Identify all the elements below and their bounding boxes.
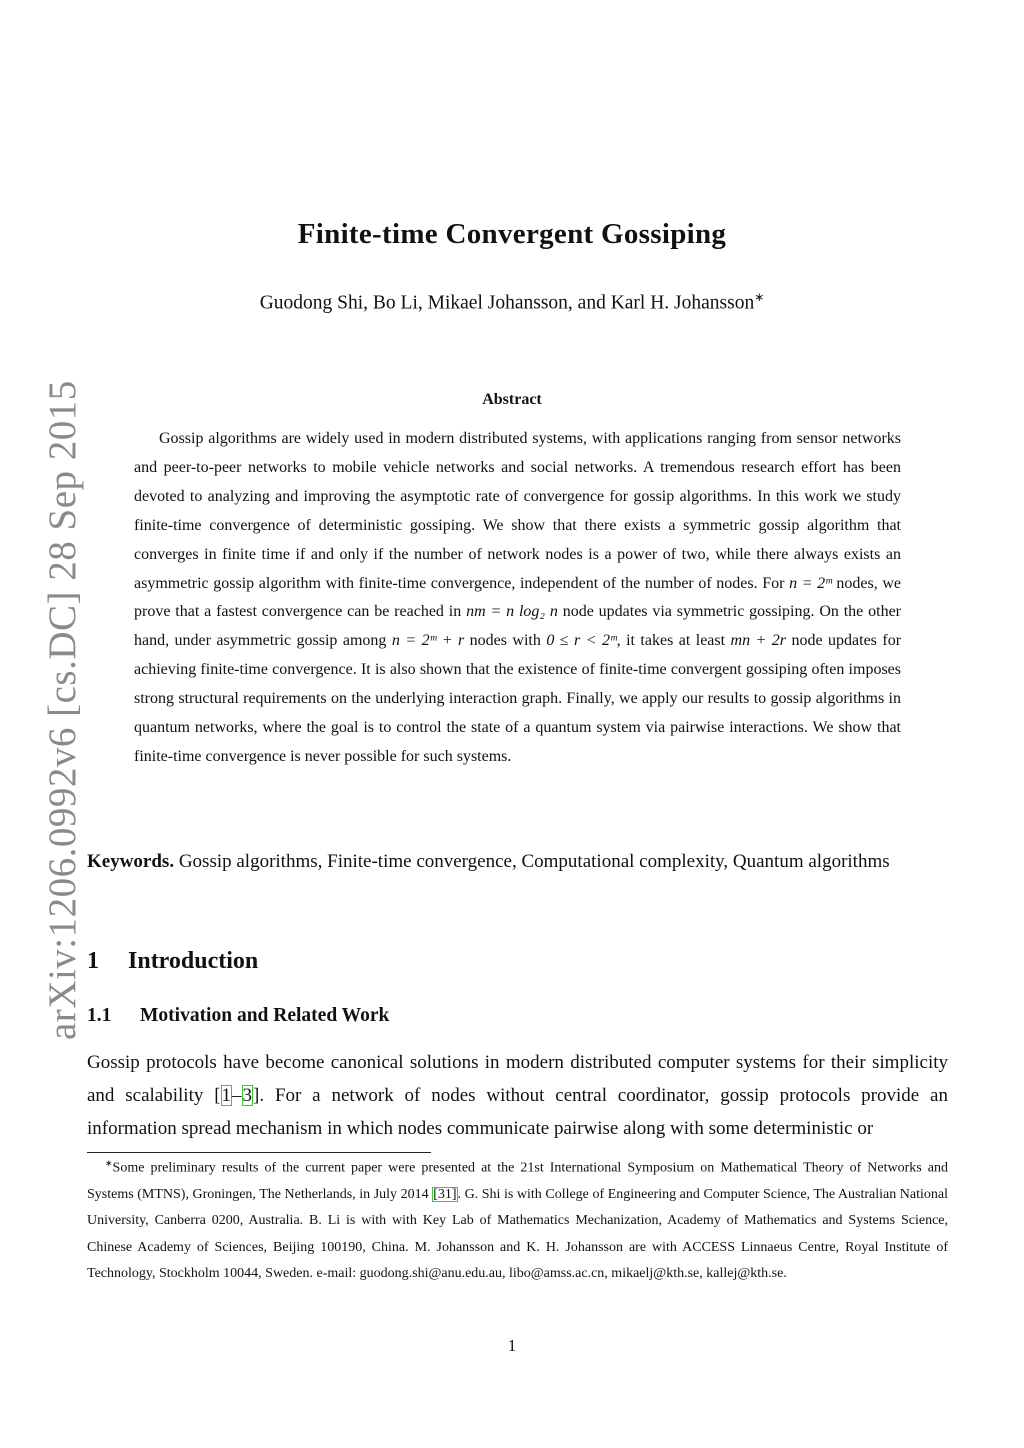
paper-title: Finite-time Convergent Gossiping [297, 218, 727, 250]
abstract-text [134, 425, 901, 772]
subsection-number: 1.1 [87, 1005, 112, 1026]
subsection-title: Motivation and Related Work [140, 1005, 390, 1026]
footnote-mark: ∗ [105, 1158, 113, 1168]
keywords-paragraph [87, 846, 948, 878]
abstract-math: n = 2ᵐ [789, 574, 832, 592]
introduction-paragraph [87, 1046, 948, 1145]
abstract-math: n = 2ᵐ + r [391, 632, 465, 650]
citation-bracket: [ [214, 1085, 221, 1106]
section-heading [87, 948, 258, 975]
keywords-text: Gossip algorithms, Finite-time convergence, Computational complexity, Quantum algorithms [174, 851, 890, 872]
page-number: 1 [507, 1336, 517, 1355]
abstract-text-part: node updates via symmetric gossiping. On the other hand, under asymmetric gossip among [134, 603, 902, 650]
intro-text-part: Gossip protocols have become canonical solutions in modern distributed computer systems for their simplicity and scalability [87, 1052, 948, 1106]
abstract-math: 0 ≤ r < 2ᵐ [546, 632, 617, 650]
intro-text-part: . For a network of nodes without central coordinator, gossip protocols provide an information spread mechanism in which nodes communicate pairwise along with some deterministic or [87, 1085, 948, 1139]
abstract-text-part: nodes, we prove that a fastest convergence can be reached in [134, 574, 902, 621]
section-number: 1 [87, 948, 99, 974]
footnote-text-part: . G. Shi is with College of Engineering and Computer Science, The Australian National University, Canberra 0200, Australia. B. Li is with with Key Lab of Mathematics Mechanization, Academy of Mathematics and Systems Science, Chinese Academy of Sciences, Beijing 100190, China. M. Johansson and K. H. Johansson are with ACCESS Linnaeus Centre, Royal Institute of Technology, Stockholm 10044, Sweden. e-mail: guodong.shi@anu.edu.au, libo@amss.ac.cn, mikaelj@kth.se, kallej@kth.se. [87, 1186, 949, 1281]
footnote [87, 1150, 948, 1287]
footnote-text-part: Some preliminary results of the current paper were presented at the 21st International Symposium on Mathematical Theory of Networks and Systems (MTNS), Groningen, The Netherlands, in July 2014 [87, 1160, 948, 1202]
author-list [0, 290, 1024, 315]
subsection-heading [87, 1005, 389, 1027]
abstract-math: mn + 2r [730, 632, 787, 650]
citation-link[interactable]: 1 [221, 1085, 232, 1106]
abstract-text-part: Gossip algorithms are widely used in modern distributed systems, with applications ranging from sensor networks and peer-to-peer networks to mobile vehicle networks and social networks. A tremendous research effort has been devoted to analyzing and improving the asymptotic rate of convergence for gossip algorithms. In this work we study finite-time convergence of deterministic gossiping. We show that there exists a symmetric gossip algorithm that converges in finite time if and only if the number of network nodes is a power of two, while there always exists an asymmetric gossip algorithm with finite-time convergence, independent of the number of nodes. For [134, 430, 901, 592]
citation-link[interactable]: 3 [242, 1085, 253, 1106]
citation-bracket: ] [253, 1085, 260, 1106]
author-names: Guodong Shi, Bo Li, Mikael Johansson, and Karl H. Johansson [259, 292, 755, 314]
citation-link[interactable]: [31] [433, 1186, 457, 1202]
abstract-text-part: node updates for achieving finite-time convergence. It is also shown that the existence of finite-time convergent gossiping often imposes strong structural requirements on the underlying interaction graph. Finally, we apply our results to gossip algorithms in quantum networks, where the goal is to control the state of a quantum system via pairwise interactions. We show that finite-time convergence is never possible for such systems. [134, 632, 902, 765]
arxiv-identifier-stamp: arXiv:1206.0992v6 [cs.DC] 28 Sep 2015 [41, 380, 84, 1040]
abstract-text-part: , it takes at least [616, 632, 731, 650]
author-footnote-mark: ∗ [754, 290, 765, 304]
abstract-heading: Abstract [482, 391, 542, 408]
citation-dash: – [232, 1085, 242, 1106]
section-title: Introduction [128, 948, 259, 974]
abstract-text-part: nodes with [464, 632, 547, 650]
keywords-label: Keywords. [87, 851, 175, 872]
abstract-math: nm = n log₂ n [466, 603, 558, 621]
